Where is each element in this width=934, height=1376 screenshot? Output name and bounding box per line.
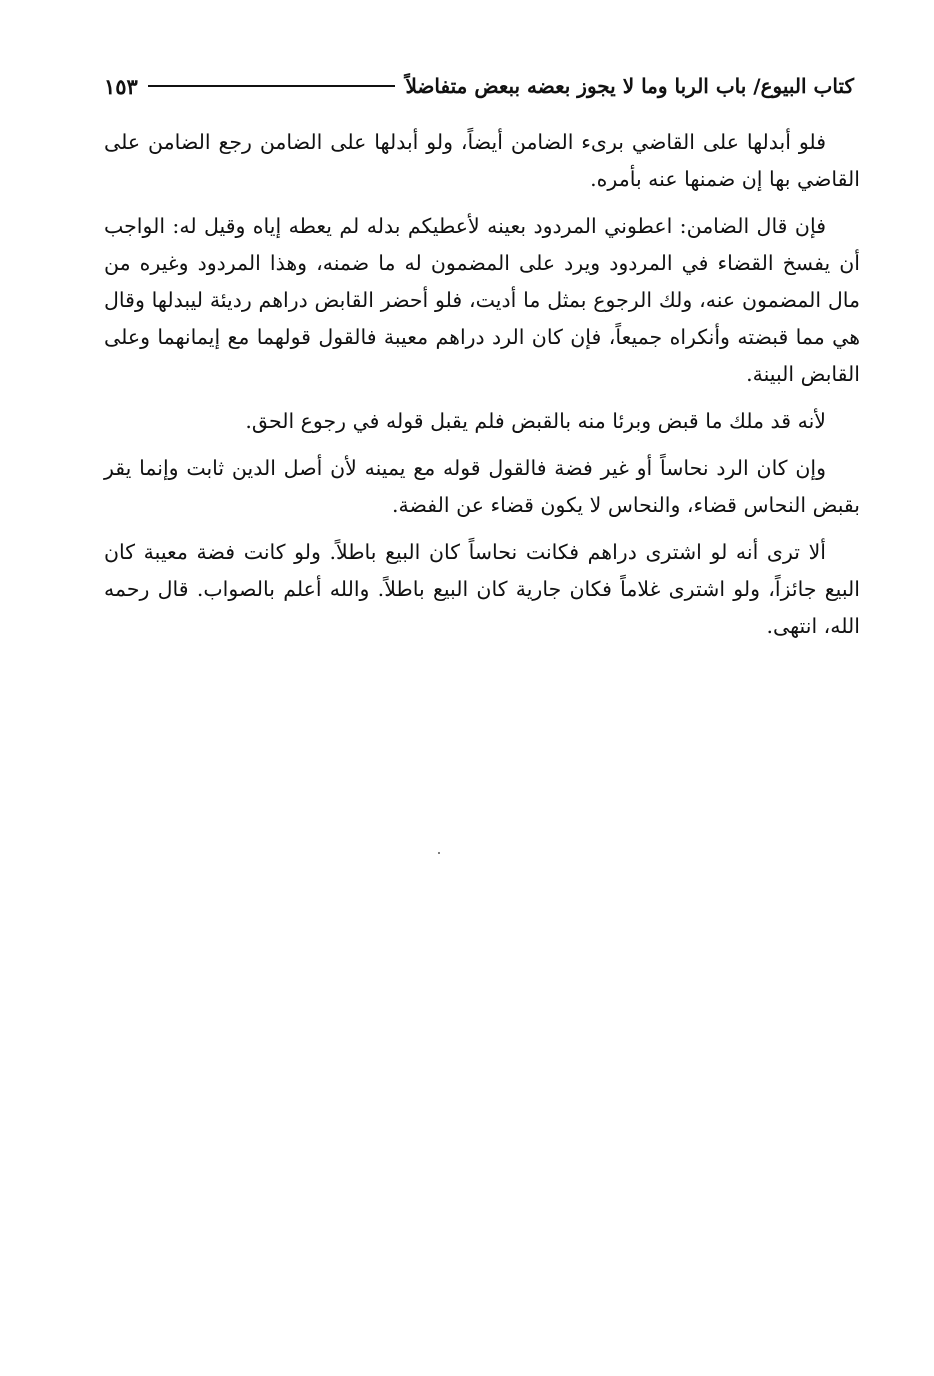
running-header: [104, 66, 854, 106]
header-title: كتاب البيوع/ باب الربا وما لا يجوز بعضه ببعض متفاضلاً: [405, 74, 854, 98]
paragraph: فإن قال الضامن: اعطوني المردود بعينه لأعطيكم بدله لم يعطه إياه وقيل له: الواجب أن يفسخ القضاء في المردود ويرد على المضمون له ما ضمنه، وهذا المردود وغيره من مال المضمون عنه، ولك الرجوع بمثل ما أديت، فلو أحضر القابض دراهم رديئة ليبدلها وقال هي مما قبضته وأنكراه جميعاً، فإن كان الرد دراهم معيبة فالقول قولهما مع إيمانهما وعلى القابض البينة.: [104, 214, 860, 386]
page-number: ١٥٣: [104, 73, 138, 99]
header-rule: [148, 85, 396, 87]
paragraph: وإن كان الرد نحاساً أو غير فضة فالقول قوله مع يمينه لأن أصل الدين ثابت وإنما يقر بقبض النحاس قضاء، والنحاس لا يكون قضاء عن الفضة.: [104, 456, 860, 517]
paragraph: فلو أبدلها على القاضي برىء الضامن أيضاً، ولو أبدلها على الضامن رجع الضامن على القاضي بها إن ضمنها عنه بأمره.: [104, 130, 860, 191]
page-body: [104, 124, 860, 655]
paragraph: ألا ترى أنه لو اشترى دراهم فكانت نحاساً كان البيع باطلاً. ولو كانت فضة معيبة كان البيع جائزاً، ولو اشترى غلاماً فكان جارية كان البيع باطلاً. والله أعلم بالصواب. قال رحمه الله، انتهى.: [104, 540, 860, 638]
paragraph: لأنه قد ملك ما قبض وبرئا منه بالقبض فلم يقبل قوله في رجوع الحق.: [245, 409, 826, 433]
scan-speck: [438, 852, 440, 854]
